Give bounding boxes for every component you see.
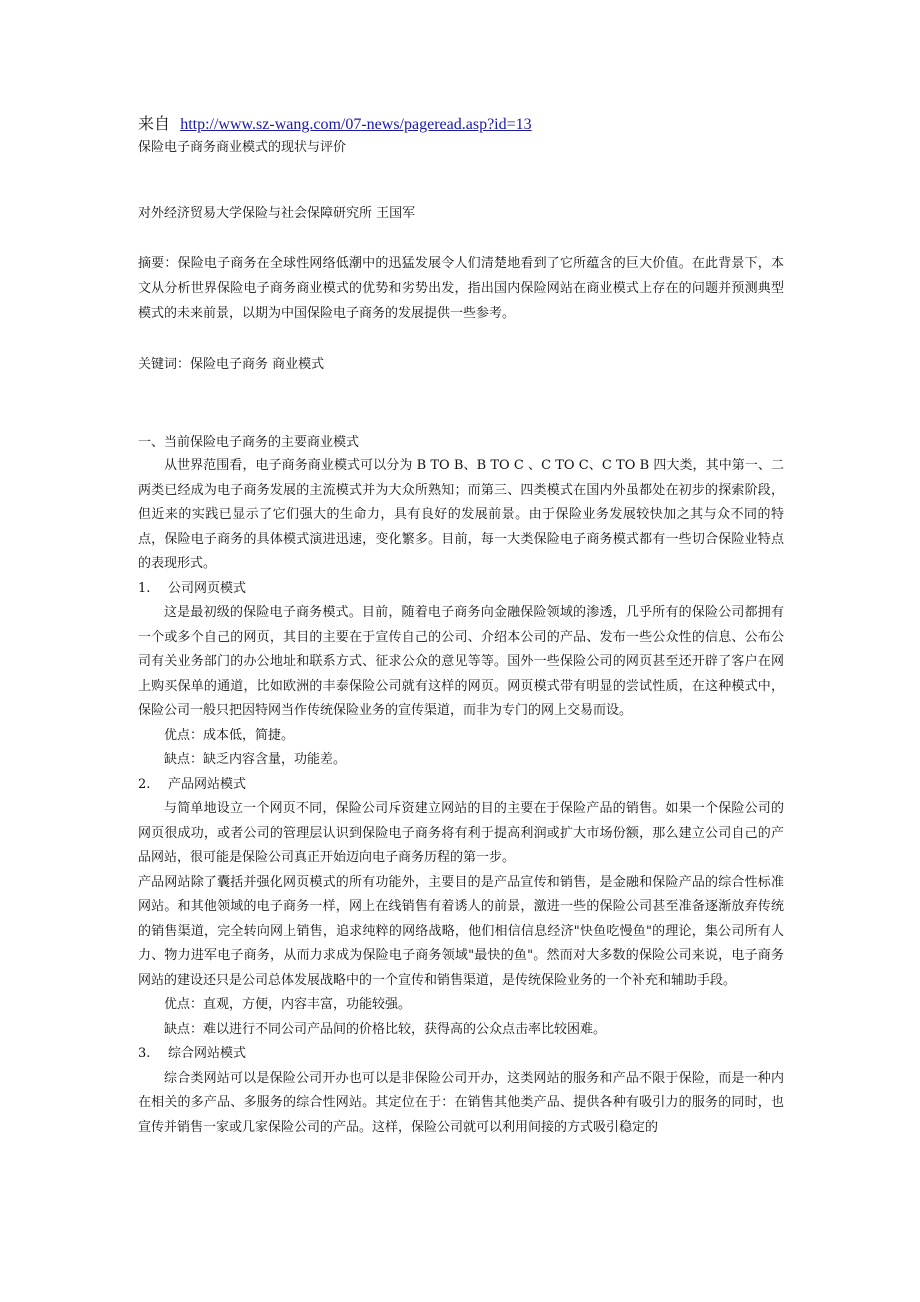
subheading-number: 2.	[138, 776, 151, 792]
subheading-company-webpage	[138, 577, 784, 602]
subheading-title: 公司网页模式	[168, 580, 247, 596]
comprehensive-website-paragraph: 综合类网站可以是保险公司开办也可以是非保险公司开办，这类网站的服务和产品不限于保险，而是一种内在相关的多产品、多服务的综合性网站。其定位在于：在销售其他类产品、提供各种有吸引力的服务的同时，也宣传并销售一家或几家保险公司的产品。这样，保险公司就可以利用间接的方式吸引稳定的	[138, 1070, 784, 1135]
company-webpage-paragraph: 这是最初级的保险电子商务模式。目前，随着电子商务向金融保险领域的渗透，几乎所有的保险公司都拥有一个或多个自己的网页，其目的主要在于宣传自己的公司、介绍本公司的产品、发布一些公众性的信息、公布公司有关业务部门的办公地址和联系方式、征求公众的意见等等。国外一些保险公司的网页甚至还开辟了客户在网上购买保单的通道，比如欧洲的丰泰保险公司就有这样的网页。网页模式带有明显的尝试性质，在这种模式中，保险公司一般只把因特网当作传统保险业务的宣传渠道，而非为专门的网上交易而设。	[138, 605, 784, 718]
subheading-comprehensive-website	[138, 1042, 784, 1067]
product-website-paragraph: 与简单地设立一个网页不同，保险公司斥资建立网站的目的主要在于保险产品的销售。如果一个保险公司的网页很成功，或者公司的管理层认识到保险电子商务将有利于提高利润或扩大市场份额，那么建立公司自己的产品网站，很可能是保险公司真正开始迈向电子商务历程的第一步。	[138, 801, 784, 865]
product-website-paragraph-2: 产品网站除了囊括并强化网页模式的所有功能外，主要目的是产品宣传和销售，是金融和保险产品的综合性标准网站。和其他领域的电子商务一样，网上在线销售有着诱人的前景，激进一些的保险公司甚至准备逐渐放弃传统的销售渠道，完全转向网上销售，追求纯粹的网络战略，他们相信信息经济"快鱼吃慢鱼"的理论，集公司所有人力、物力进军电子商务，从而力求成为保险电子商务领域"最快的鱼"。然而对大多数的保险公司来说，电子商务网站的建设还只是公司总体发展战略中的一个宣传和销售渠道，是传统保险业务的一个补充和辅助手段。	[138, 874, 784, 988]
source-label: 来自	[138, 114, 171, 133]
source-line	[138, 112, 784, 137]
product-website-cons: 缺点：难以进行不同公司产品间的价格比较，获得高的公众点击率比较困难。	[164, 1021, 607, 1037]
subheading-title: 综合网站模式	[168, 1046, 247, 1061]
keywords-line: 关键词：保险电子商务 商业模式	[138, 357, 325, 372]
subheading-number: 3.	[138, 1046, 151, 1061]
document-title: 保险电子商务商业模式的现状与评价	[138, 140, 347, 155]
product-website-pros: 优点：直观，方便，内容丰富，功能较强。	[164, 997, 412, 1012]
subheading-product-website	[138, 773, 784, 798]
abstract-paragraph: 摘要：保险电子商务在全球性网络低潮中的迅猛发展令人们清楚地看到了它所蕴含的巨大价值。在此背景下，本文从分析世界保险电子商务商业模式的优势和劣势出发，指出国内保险网站在商业模式上存在的问题并预测典型模式的未来前景，以期为中国保险电子商务的发展提供一些参考。	[138, 256, 784, 321]
section-intro-paragraph: 从世界范围看，电子商务商业模式可以分为 B TO B、B TO C 、C TO C、C TO B 四大类，其中第一、二两类已经成为电子商务发展的主流模式并为大众所熟知；而第三、四类模式在国内外虽都处在初步的探索阶段，但近来的实践已显示了它们强大的生命力，具有良好的发展前景。由于保险业务发展较快加之其与众不同的特点，保险电子商务的具体模式演进迅速，变化繁多。目前，每一大类保险电子商务模式都有一些切合保险业特点的表现形式。	[138, 458, 784, 571]
company-webpage-cons: 缺点：缺乏内容含量，功能差。	[164, 752, 347, 767]
source-url-link[interactable]: http://www.sz-wang.com/07-news/pageread.asp?id=13	[180, 116, 532, 133]
section-heading: 一、当前保险电子商务的主要商业模式	[138, 435, 360, 450]
author-line: 对外经济贸易大学保险与社会保障研究所 王国军	[138, 206, 416, 221]
document-page	[138, 112, 784, 1140]
subheading-number: 1.	[138, 580, 151, 596]
subheading-title: 产品网站模式	[168, 776, 247, 792]
company-webpage-pros: 优点：成本低，简捷。	[164, 727, 295, 743]
